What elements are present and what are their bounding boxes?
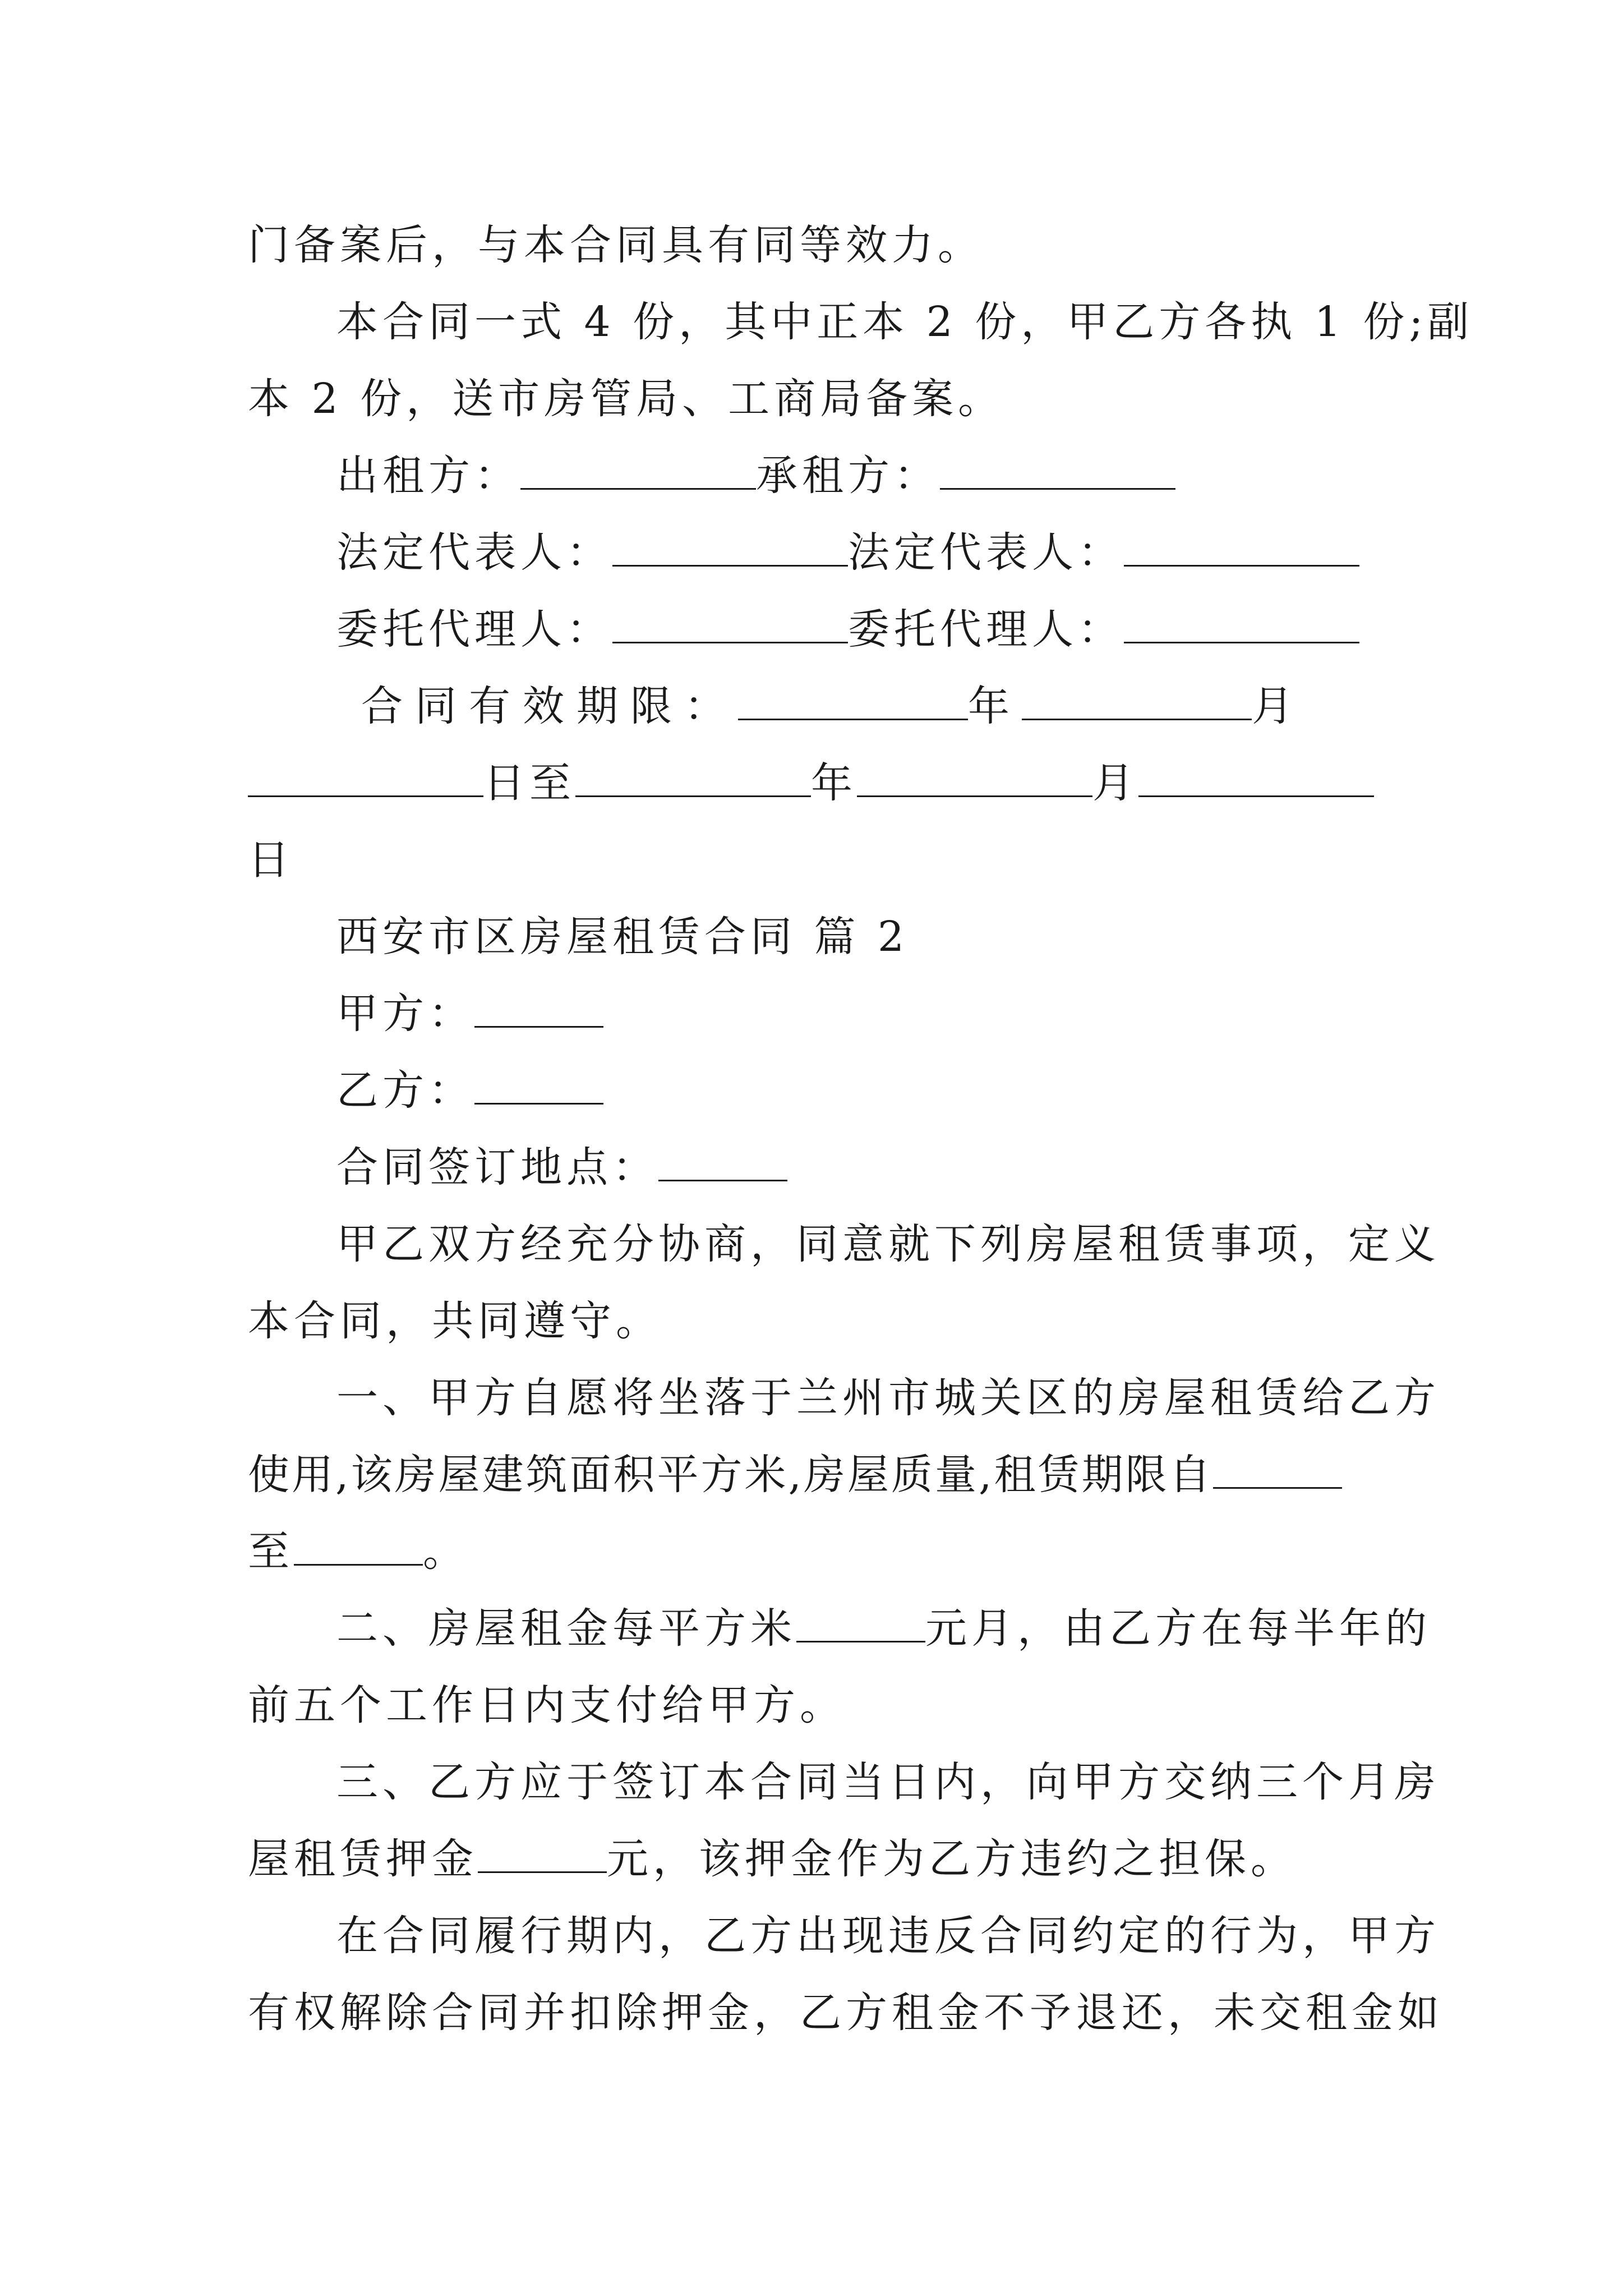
text: 元月，由乙方在每半年的 bbox=[925, 1604, 1431, 1653]
blank-field bbox=[1124, 611, 1359, 643]
text-line bbox=[248, 823, 1386, 896]
text: 使用,该房屋建筑面积平方米,房屋质量,租赁期限自 bbox=[248, 1451, 1213, 1499]
text: 前五个工作日内支付给甲方。 bbox=[248, 1681, 846, 1729]
text: 有权解除合同并扣除押金，乙方租金不予退还，未交租金如 bbox=[248, 1989, 1444, 2037]
legal-rep-label: 法定代表人： bbox=[336, 528, 612, 577]
blank-field bbox=[1138, 765, 1374, 797]
agent-label: 委托代理人： bbox=[336, 605, 612, 654]
blank-field bbox=[1213, 1457, 1342, 1489]
month-label: 月 bbox=[1252, 682, 1306, 730]
text: 元，该押金作为乙方违约之担保。 bbox=[607, 1835, 1297, 1883]
year-label: 年 bbox=[968, 682, 1022, 730]
party-line bbox=[336, 1054, 1386, 1127]
blank-field bbox=[474, 1073, 603, 1105]
text-line bbox=[248, 362, 1386, 435]
term-line bbox=[248, 747, 1386, 820]
lessor-label: 出租方： bbox=[336, 452, 520, 500]
party-a-label: 甲方： bbox=[336, 990, 474, 1038]
text: 在合同履行期内，乙方出现违反合同约定的行为，甲方 bbox=[336, 1912, 1440, 1960]
blank-field bbox=[1124, 535, 1359, 567]
term-label: 合同有效期限： bbox=[361, 682, 738, 730]
text-line bbox=[336, 1592, 1431, 1665]
blank-field bbox=[520, 458, 756, 490]
text-line bbox=[248, 209, 1386, 282]
signing-place-label: 合同签订地点： bbox=[336, 1143, 658, 1191]
text-line bbox=[336, 1899, 1440, 1972]
place-line bbox=[336, 1131, 1386, 1204]
text-line bbox=[336, 1208, 1440, 1281]
blank-field bbox=[612, 535, 848, 567]
blank-field bbox=[474, 996, 603, 1028]
heading-text: 西安市区房屋租赁合同 篇 2 bbox=[336, 913, 909, 961]
blank-field bbox=[1022, 688, 1252, 720]
blank-field bbox=[658, 1149, 787, 1181]
text: 。 bbox=[423, 1527, 469, 1576]
text-line bbox=[336, 286, 1474, 358]
text: 三、乙方应于签订本合同当日内，向甲方交纳三个月房 bbox=[336, 1758, 1440, 1806]
blank-field bbox=[738, 688, 968, 720]
text-line bbox=[248, 1515, 1386, 1588]
signature-line bbox=[336, 516, 1386, 589]
year-label: 年 bbox=[811, 759, 857, 807]
text: 本 2 份，送市房管局、工商局备案。 bbox=[248, 375, 1004, 423]
blank-field bbox=[575, 765, 811, 797]
signature-line bbox=[336, 439, 1386, 512]
lessee-label: 承租方： bbox=[756, 452, 940, 500]
section-heading bbox=[336, 900, 1386, 973]
text: 屋租赁押金 bbox=[248, 1835, 478, 1883]
text-line bbox=[248, 1438, 1386, 1511]
signature-line bbox=[336, 593, 1386, 666]
blank-field bbox=[248, 765, 483, 797]
text: 本合同，共同遵守。 bbox=[248, 1297, 662, 1345]
text-line bbox=[248, 1285, 1386, 1358]
text: 甲乙双方经充分协商，同意就下列房屋租赁事项，定义 bbox=[336, 1220, 1440, 1268]
blank-field bbox=[294, 1534, 423, 1566]
text-line bbox=[336, 1746, 1440, 1819]
text: 一、甲方自愿将坐落于兰州市城关区的房屋租赁给乙方 bbox=[336, 1374, 1440, 1422]
party-line bbox=[336, 977, 1386, 1050]
text-line bbox=[336, 1361, 1440, 1434]
text-line bbox=[248, 1823, 1386, 1895]
party-b-label: 乙方： bbox=[336, 1066, 474, 1115]
blank-field bbox=[796, 1611, 925, 1642]
day-to-label: 日至 bbox=[483, 759, 575, 807]
blank-field bbox=[940, 458, 1175, 490]
blank-field bbox=[857, 765, 1092, 797]
text: 本合同一式 4 份，其中正本 2 份，甲乙方各执 1 份;副 bbox=[336, 298, 1474, 346]
text: 门备案后，与本合同具有同等效力。 bbox=[248, 221, 984, 269]
month-label: 月 bbox=[1092, 759, 1138, 807]
agent-label: 委托代理人： bbox=[848, 605, 1124, 654]
day-label: 日 bbox=[248, 836, 294, 884]
legal-rep-label: 法定代表人： bbox=[848, 528, 1124, 577]
text: 至 bbox=[248, 1527, 294, 1576]
text-line bbox=[248, 1669, 1386, 1742]
blank-field bbox=[612, 611, 848, 643]
text-line bbox=[248, 1976, 1444, 2049]
blank-field bbox=[478, 1841, 607, 1873]
text: 二、房屋租金每平方米 bbox=[336, 1604, 796, 1653]
term-line bbox=[336, 670, 1386, 743]
